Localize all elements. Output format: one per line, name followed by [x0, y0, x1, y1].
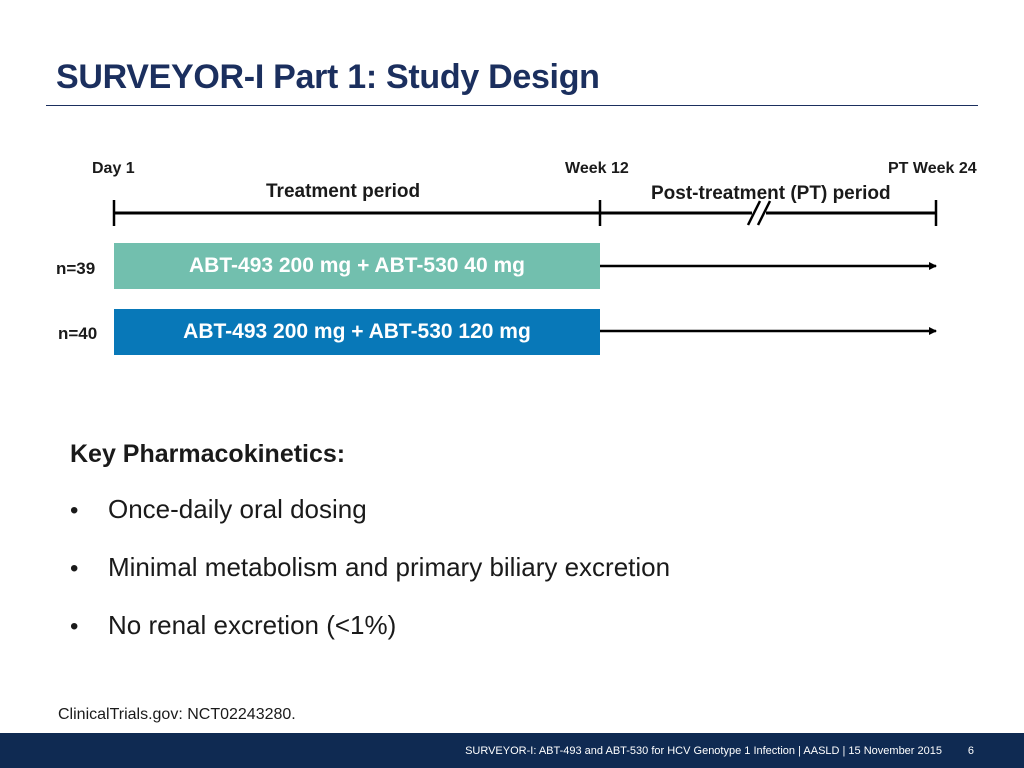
- arm-1-n-label: n=39: [56, 259, 96, 278]
- arm-2-n-label: n=40: [58, 324, 98, 343]
- post-treatment-period-label: Post-treatment (PT) period: [651, 183, 891, 204]
- footer-bar: [0, 733, 1024, 768]
- reference-citation: ClinicalTrials.gov: NCT02243280.: [58, 706, 296, 723]
- footer-text: SURVEYOR-I: ABT-493 and ABT-530 for HCV Genotype 1 Infection | AASLD | 15 November 2015: [465, 745, 942, 757]
- title-divider: [46, 105, 978, 106]
- arm-2-regimen-box: ABT-493 200 mg + ABT-530 120 mg: [114, 309, 600, 355]
- milestone-week-12: Week 12: [565, 160, 629, 177]
- bullet-text: Once-daily oral dosing: [108, 494, 367, 524]
- list-item: [70, 552, 670, 610]
- list-item: [70, 610, 670, 668]
- milestone-day-1: Day 1: [92, 160, 135, 177]
- list-item: [70, 494, 670, 552]
- bullet-text: No renal excretion (<1%): [108, 610, 397, 640]
- bullet-icon: •: [70, 613, 79, 640]
- treatment-period-label: Treatment period: [266, 181, 421, 202]
- key-pk-list: [70, 494, 670, 668]
- milestone-pt-week-24: PT Week 24: [888, 160, 977, 177]
- bullet-icon: •: [70, 497, 79, 524]
- bullet-text: Minimal metabolism and primary biliary excretion: [108, 552, 671, 582]
- page-number: 6: [967, 745, 974, 757]
- bullet-icon: •: [70, 555, 79, 582]
- slide-title: SURVEYOR-I Part 1: Study Design: [56, 58, 600, 96]
- arm-1-regimen-box: ABT-493 200 mg + ABT-530 40 mg: [114, 243, 600, 289]
- key-pk-heading: Key Pharmacokinetics:: [70, 440, 346, 468]
